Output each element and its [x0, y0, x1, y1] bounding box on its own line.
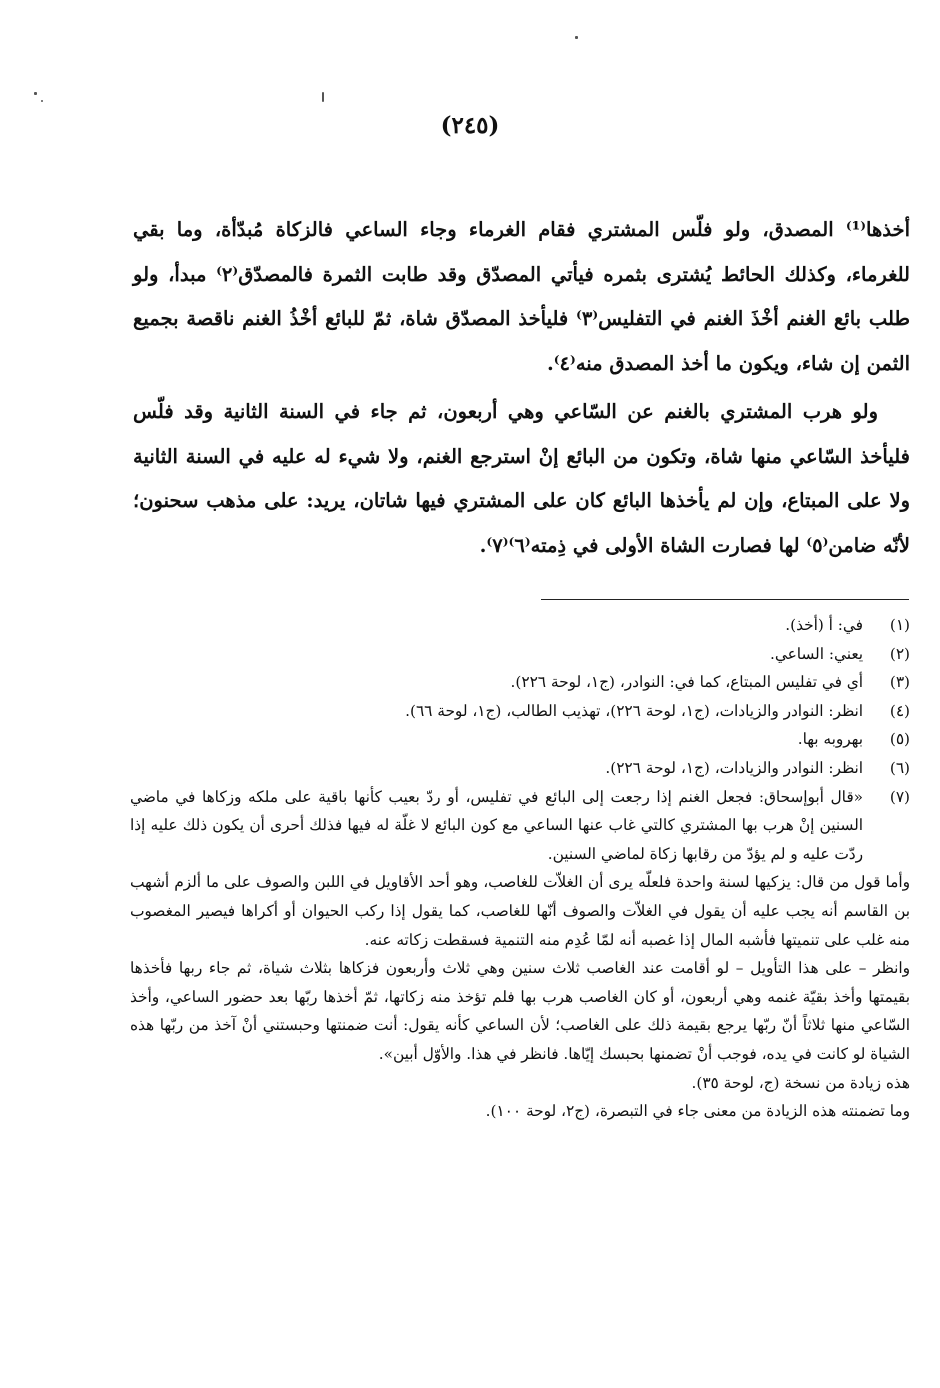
footnote-5 — [130, 725, 910, 754]
footnote-2 — [130, 640, 910, 669]
scan-speck — [575, 36, 578, 39]
footnote-text: «قال أبوإسحاق: فجعل الغنم إذا رجعت إلى البائع في تفليس، أو ردّ بعيب كأنها باقية على ملكه وزكاها في ماضي السنين إنْ هرب بها المشتري كالتي غاب عنها الساعي مع كون البائع لا غلّة له فيها فذلك أحرى أن يكون ذلك عليه إذا ردّت عليه و لم يؤدّ من رقابها زكاة لماضي السنين. — [130, 787, 863, 863]
footnote-text: أي في تفليس المبتاع، كما في: النوادر، (ج١، لوحة ٢٢٦). — [510, 673, 863, 692]
footnote-text: انظر: النوادر والزيادات، (ج١، لوحة ٢٢٦)، تهذيب الطالب، (ج١، لوحة ٦٦). — [405, 701, 863, 720]
footnote-6 — [130, 754, 910, 783]
footnote-number: (٧) — [889, 787, 910, 806]
footnote-number: (٣) — [889, 673, 910, 692]
footnote-number: (٤) — [889, 701, 910, 720]
footnote-1 — [130, 611, 910, 640]
footnote-number: (٢) — [889, 644, 910, 663]
footnote-7-paragraph-2: وأما قول من قال: يزكيها لسنة واحدة فلعلّه يرى أن الغلاّت للغاصب، وهو أحد الأقاويل في اللبن والصوف على ما ألزم أشهب بن القاسم أنه يجب عليه أن يقول في الغلاّت والصوف أنّها للغاصب، كما يقول إذا ركب الحيوان أو أكراها فيصير المغصوب منه غلب على تنميتها فأشبه المال إذا غصبه أنه لمّا عُدِم منه التنمية فسقطت زكاته عنه. — [130, 873, 910, 949]
footnote-text: بهروبه بها. — [797, 730, 863, 749]
footnote-3 — [130, 668, 910, 697]
footnote-number: (٦) — [889, 758, 910, 777]
footnote-7 — [130, 783, 910, 869]
footnote-number: (٥) — [889, 730, 910, 749]
footnote-text: يعني: الساعي. — [770, 644, 863, 663]
footnote-separator — [541, 599, 909, 600]
scan-speck — [41, 100, 43, 102]
footnote-text: انظر: النوادر والزيادات، (ج١، لوحة ٢٢٦). — [605, 758, 863, 777]
footnotes — [130, 611, 910, 1126]
footnote-7-reference-note: وما تضمنته هذه الزيادة من معنى جاء في التبصرة، (ج٢، لوحة ١٠٠). — [485, 1102, 910, 1121]
footnote-4 — [130, 697, 910, 726]
body-paragraph-2: ولو هرب المشتري بالغنم عن السّاعي وهي أربعون، ثم جاء في السنة الثانية وقد فلّس فليأخذ السّاعي منها شاة، وتكون من البائع إنْ استرجع الغنم، ولا شيء له عليه في السنة الثانية ولا على المبتاع، وإن لم يأخذها البائع كان على المشتري فيها شاتان، يريد: على مذهب سحنون؛ لأنّه ضامن⁽٥⁾ لها فصارت الشاة الأولى في ذِمته⁽٦⁾⁽٧⁾. — [133, 400, 910, 557]
main-text — [133, 208, 910, 568]
footnote-number: (١) — [889, 616, 910, 634]
footnote-7-source-note: هذه زيادة من نسخة (ج، لوحة ٣٥). — [691, 1073, 910, 1092]
page-number: (٢٤٥) — [440, 112, 500, 139]
scan-speck — [34, 92, 37, 95]
scan-speck — [322, 92, 324, 102]
footnote-7-paragraph-3: وانظر – على هذا التأويل – لو أقامت عند الغاصب ثلاث سنين وهي ثلاث وأربعون فزكاها بثلاث شياة، ثم جاء ربها فأخذها بقيمتها وأخذ بقيّة غنمه وهي أربعون، أو كان الغاصب هرب بها فلم تؤخذ منه زكاتها، ثمّ أخذها ربّها بعد حضور الساعي، وأخذ السّاعي منها ثلاثاً أنّ ربّها يرجع بقيمة ذلك على الغاصب؛ لأن الساعي كأنه يقول: أنت ضمنتها وحبستني أنْ آخذ من ربّها هذه الشياة لو كانت في يده، فوجب أنْ تضمنها بحبسك إيّاها. فانظر في هذا. والأوّل أبين». — [130, 959, 910, 1063]
body-paragraph-1: أخذها⁽¹⁾ المصدق، ولو فلّس المشتري فقام الغرماء وجاء الساعي فالزكاة مُبدّأة، وما بقي للغرماء، وكذلك الحائط يُشترى بثمره فيأتي المصدّق وقد طابت الثمرة فالمصدّق⁽٢⁾ مبدأ، ولو طلب بائع الغنم أخْذَ الغنم في التفليس⁽٣⁾ فليأخذ المصدّق شاة، ثمّ للبائع أخْذُ الغنم ناقصة بجميع الثمن إن شاء، ويكون ما أخذ المصدق منه⁽٤⁾. — [133, 218, 911, 375]
footnote-text: في: أ (أخذ). — [785, 616, 863, 634]
